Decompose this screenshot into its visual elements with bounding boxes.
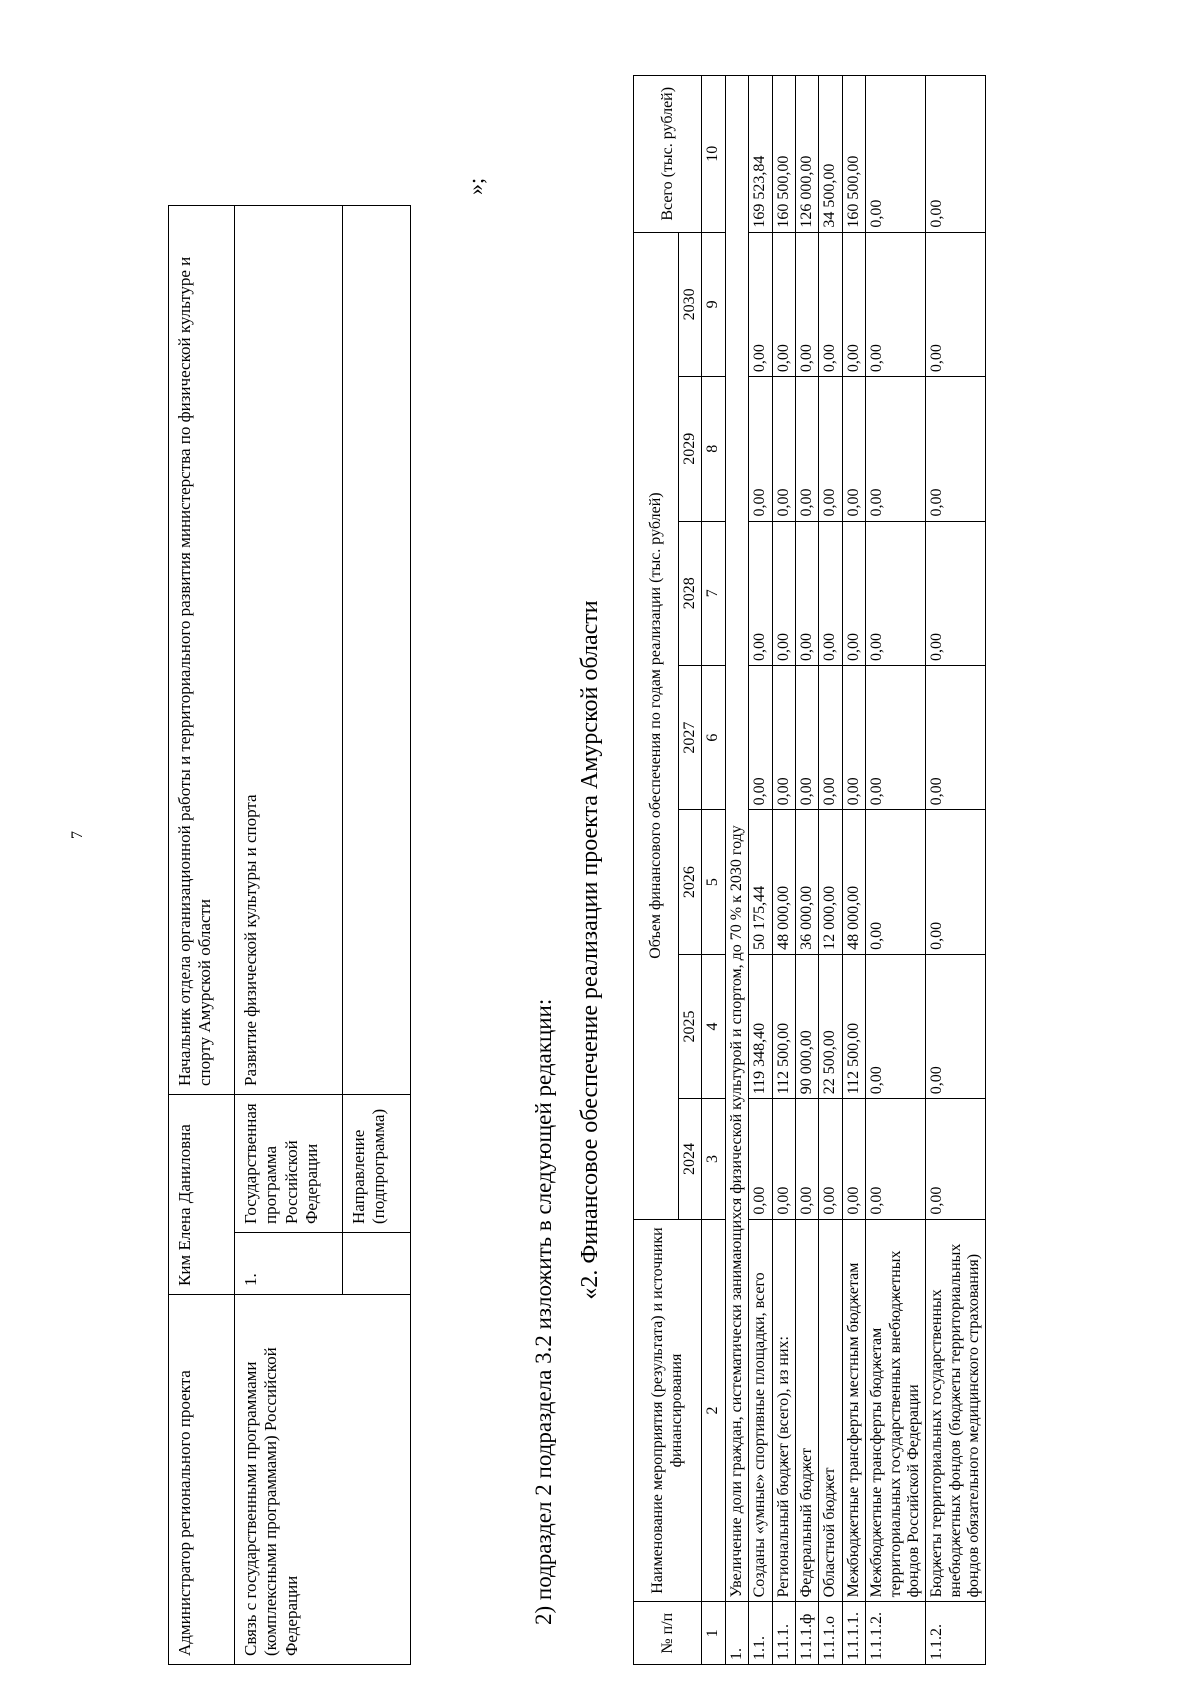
row-name: Межбюджетные трансферты бюджетам территориальных государственных внебюджетных фондов Российской Федерации: [866, 1219, 926, 1602]
row-number: 1.1.1.1.: [842, 1602, 865, 1665]
year-value: 0,00: [819, 232, 842, 377]
direction-num: [343, 1233, 411, 1295]
direction-label: Направление (подпрограмма): [343, 1095, 411, 1233]
year-cell: 2029: [679, 377, 702, 521]
index-cell: 10: [702, 76, 725, 233]
row-total: 126 000,00: [795, 76, 818, 233]
year-value: 0,00: [795, 1099, 818, 1219]
year-value: 0,00: [926, 665, 986, 809]
index-cell: 7: [702, 521, 725, 665]
row-name: Региональный бюджет (всего), из них:: [772, 1219, 795, 1602]
section-no: 1.: [725, 1602, 748, 1665]
row-number: 1.1.1.2.: [866, 1602, 926, 1665]
financing-table: [633, 75, 986, 1665]
year-value: 0,00: [772, 1099, 795, 1219]
year-cell: 2025: [679, 954, 702, 1098]
year-value: 0,00: [842, 377, 865, 521]
year-value: 0,00: [842, 665, 865, 809]
program-value: Развитие физической культуры и спорта: [235, 206, 343, 1095]
section-row: [725, 76, 748, 1665]
page-number: 7: [69, 831, 86, 839]
table-row: [842, 76, 865, 1665]
row-total: 160 500,00: [772, 76, 795, 233]
year-cell: 2027: [679, 665, 702, 809]
admin-position: Начальник отдела организационной работы и территориального развития министерства по физической культуре и спорту Амурской области: [169, 206, 235, 1095]
row-total: 34 500,00: [819, 76, 842, 233]
index-cell: 8: [702, 377, 725, 521]
table-row: [819, 76, 842, 1665]
year-cell: 2030: [679, 232, 702, 377]
row-number: 1.1.: [749, 1602, 772, 1665]
year-value: 0,00: [795, 521, 818, 665]
year-value: 0,00: [926, 954, 986, 1098]
year-cell: 2024: [679, 1099, 702, 1219]
row-name: Межбюджетные трансферты местным бюджетам: [842, 1219, 865, 1602]
row-total: 169 523,84: [749, 76, 772, 233]
program-num: 1.: [235, 1233, 343, 1295]
year-value: 0,00: [795, 665, 818, 809]
year-value: 0,00: [819, 521, 842, 665]
year-value: 112 500,00: [842, 954, 865, 1098]
year-value: 0,00: [926, 1099, 986, 1219]
year-value: 0,00: [819, 1099, 842, 1219]
row-name: Бюджеты территориальных государственных внебюджетных фондов (бюджеты территориальных фондов обязательного медицинского страхования): [926, 1219, 986, 1602]
year-value: 0,00: [819, 665, 842, 809]
year-value: 0,00: [749, 521, 772, 665]
row-total: 0,00: [926, 76, 986, 233]
year-value: 0,00: [926, 232, 986, 377]
table-row: [926, 76, 986, 1665]
project-admin-table: [168, 205, 411, 1665]
year-value: 112 500,00: [772, 954, 795, 1098]
index-cell: 3: [702, 1099, 725, 1219]
year-value: 12 000,00: [819, 810, 842, 954]
year-value: 22 500,00: [819, 954, 842, 1098]
year-cell: 2026: [679, 810, 702, 954]
financing-rows: [749, 76, 986, 1665]
year-value: 0,00: [866, 232, 926, 377]
column-index-row: [702, 76, 725, 1665]
year-value: 0,00: [772, 521, 795, 665]
year-value: 0,00: [866, 521, 926, 665]
section-title: Увеличение доли граждан, систематически занимающихся физической культурой и спортом, до 70 % к 2030 году: [725, 76, 748, 1602]
row-number: 1.1.1.о: [819, 1602, 842, 1665]
year-value: 0,00: [866, 1099, 926, 1219]
year-value: 50 175,44: [749, 810, 772, 954]
index-cell: 5: [702, 810, 725, 954]
header-volume: Объем финансового обеспечения по годам реализации (тыс. рублей): [634, 232, 679, 1219]
year-value: 90 000,00: [795, 954, 818, 1098]
year-cell: 2028: [679, 521, 702, 665]
table-row: [772, 76, 795, 1665]
year-value: 0,00: [795, 377, 818, 521]
header-total: Всего (тыс. рублей): [634, 76, 702, 233]
year-value: 0,00: [819, 377, 842, 521]
program-label: Государственная программа Российской Федерации: [235, 1095, 343, 1233]
row-number: 1.1.1.ф: [795, 1602, 818, 1665]
row-name: Областной бюджет: [819, 1219, 842, 1602]
header-row-1: [634, 76, 679, 1665]
row-number: 1.1.1.: [772, 1602, 795, 1665]
index-cell: 2: [702, 1219, 725, 1602]
program-link-row: [235, 206, 343, 1665]
year-value: 0,00: [842, 1099, 865, 1219]
year-value: 0,00: [749, 232, 772, 377]
admin-label: Администратор регионального проекта: [169, 1295, 235, 1665]
year-value: 48 000,00: [772, 810, 795, 954]
year-value: 0,00: [866, 377, 926, 521]
year-value: 0,00: [926, 810, 986, 954]
table-row: [795, 76, 818, 1665]
direction-value: [343, 206, 411, 1095]
year-value: 0,00: [926, 521, 986, 665]
index-cell: 9: [702, 232, 725, 377]
year-value: 0,00: [842, 232, 865, 377]
table-row: [749, 76, 772, 1665]
rotated-document-content: [63, 65, 1158, 1665]
year-value: 0,00: [749, 665, 772, 809]
amendment-paragraph: 2) подраздел 2 подраздела 3.2 изложить в следующей редакции:: [531, 998, 556, 1625]
year-value: 48 000,00: [842, 810, 865, 954]
index-cell: 1: [702, 1602, 725, 1665]
header-no: № п/п: [634, 1602, 702, 1665]
row-name: Созданы «умные» спортивные площадки, всего: [749, 1219, 772, 1602]
program-link-label: Связь с государственными программами (комплексными программами) Российской Федерации: [235, 1295, 411, 1665]
year-value: 0,00: [749, 377, 772, 521]
section-heading: «2. Финансовое обеспечение реализации проекта Амурской области: [577, 600, 603, 1300]
year-value: 0,00: [866, 810, 926, 954]
year-value: 0,00: [772, 377, 795, 521]
year-value: 36 000,00: [795, 810, 818, 954]
admin-name: Ким Елена Даниловна: [169, 1095, 235, 1295]
header-name: Наименование мероприятия (результата) и источники финансирования: [634, 1219, 702, 1602]
closing-quote: »;: [463, 177, 488, 195]
year-value: 0,00: [749, 1099, 772, 1219]
row-number: 1.1.2.: [926, 1602, 986, 1665]
year-value: 119 348,40: [749, 954, 772, 1098]
year-value: 0,00: [772, 232, 795, 377]
year-value: 0,00: [795, 232, 818, 377]
admin-row: [169, 206, 235, 1665]
table-row: [866, 76, 926, 1665]
index-cell: 6: [702, 665, 725, 809]
row-name: Федеральный бюджет: [795, 1219, 818, 1602]
year-value: 0,00: [772, 665, 795, 809]
year-value: 0,00: [866, 954, 926, 1098]
index-cell: 4: [702, 954, 725, 1098]
year-value: 0,00: [866, 665, 926, 809]
year-value: 0,00: [926, 377, 986, 521]
row-total: 160 500,00: [842, 76, 865, 233]
row-total: 0,00: [866, 76, 926, 233]
year-value: 0,00: [842, 521, 865, 665]
